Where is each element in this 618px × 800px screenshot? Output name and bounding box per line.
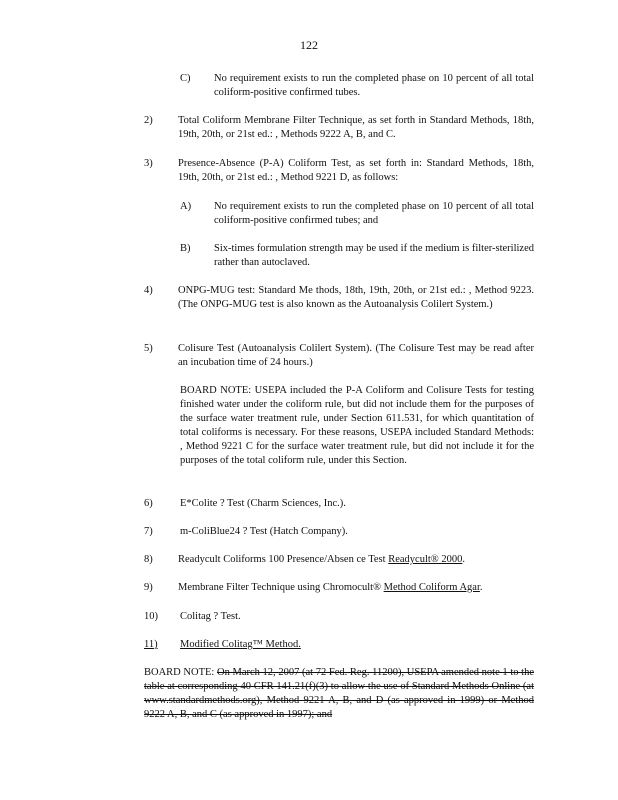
item-text: Colisure Test (Autoanalysis Colilert System). (The Colisure Test may be read after an incubation time of 24 hours.) <box>178 343 534 368</box>
item-text: Modified Colitag™ Method. <box>180 639 301 650</box>
item-label: 2) <box>144 115 153 126</box>
item-label: 7) <box>144 526 153 537</box>
board-note-lead: BOARD NOTE: <box>144 667 217 678</box>
item-text <box>178 553 534 567</box>
item-label: 9) <box>144 582 153 593</box>
item-label: A) <box>180 201 192 212</box>
item-label: 5) <box>144 343 153 354</box>
item-text-end: . <box>479 582 483 593</box>
item-text: Presence-Absence (P-A) Coliform Test, as set forth in: Standard Methods, 18th, 19th, 20th, or 21st ed.: , Method 9221 D, as follows: <box>178 158 534 183</box>
board-note-text: BOARD NOTE: USEPA included the P-A Coliform and Colisure Tests for testing finished water under the coliform rule, but did not include them for the purposes of the surface water treatment rule, under Section 611.531, for which quantitation of total coliforms is necessary. For these reasons, USEPA included Standard Methods: , Method 9221 C for the surface water treatment rule, but did not include it for the purposes of the total coliform rule, under this Section. <box>180 385 534 466</box>
item-text: Colitag ? Test. <box>180 611 241 622</box>
item-label: 4) <box>144 285 153 296</box>
item-text: m-ColiBlue24 ? Test (Hatch Company). <box>180 526 348 537</box>
inserted-text: Readycult® 2000 <box>388 554 463 565</box>
item-text-plain: Readycult Coliforms 100 Presence/Absen ce Test <box>178 554 389 565</box>
board-note-text <box>144 666 534 722</box>
page-number: 122 <box>300 38 318 52</box>
inserted-text: Method Coliform Agar <box>383 582 480 593</box>
inserted-item <box>144 638 320 652</box>
item-text: ONPG-MUG test: Standard Me thods, 18th, 19th, 20th, or 21st ed.: , Method 9223. (The ONPG-MUG test is also known as the Autoanalysis Colilert System.) <box>178 285 534 310</box>
item-label: 11) <box>144 639 158 650</box>
item-text-end: . <box>462 554 465 565</box>
item-text: No requirement exists to run the completed phase on 10 percent of all total coliform-positive confirmed tubes. <box>214 73 534 98</box>
item-label: C) <box>180 73 191 84</box>
item-text <box>178 581 534 595</box>
item-text-plain: Membrane Filter Technique using Chromocult® <box>178 582 384 593</box>
item-label: B) <box>180 243 191 254</box>
struck-text: On March 12, 2007 (at 72 Fed. Reg. 11200), USEPA amended note 1 to the table at corresponding 40 CFR 141.21(f)(3) to allow the use of Standard Methods Online (at www.standardmethods.org), Method 9221 A, B, and D (as approved in 1999) or Method 9222 A, B, and C (as approved in 1997); and <box>144 667 534 720</box>
item-label: 3) <box>144 158 153 169</box>
item-label: 10) <box>144 611 158 622</box>
item-text: Six-times formulation strength may be used if the medium is filter-sterilized rather than autoclaved. <box>214 243 534 268</box>
item-label: 6) <box>144 498 153 509</box>
item-text: No requirement exists to run the completed phase on 10 percent of all total coliform-positive confirmed tubes; and <box>214 201 534 226</box>
item-text: E*Colite ? Test (Charm Sciences, Inc.). <box>180 498 346 509</box>
item-text: Total Coliform Membrane Filter Technique, as set forth in Standard Methods, 18th, 19th, 20th, or 21st ed.: , Methods 9222 A, B, and C. <box>178 115 534 140</box>
item-label: 8) <box>144 554 153 565</box>
